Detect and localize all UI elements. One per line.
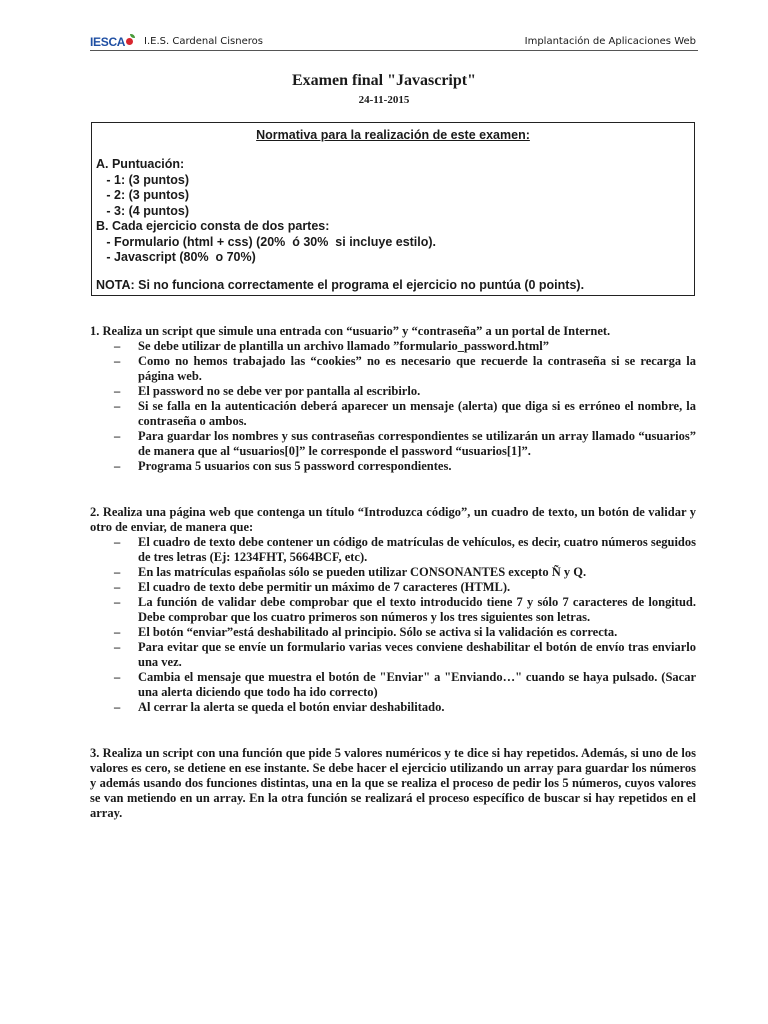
exercise-requirements bbox=[90, 535, 696, 715]
dash-bullet-icon: – bbox=[114, 384, 121, 398]
requirement-text: Se debe utilizar de plantilla un archivo llamado ”formulario_password.html” bbox=[138, 339, 550, 353]
requirement-item bbox=[90, 459, 696, 474]
exercise-statement: 3. Realiza un script con una función que pide 5 valores numéricos y te dice si hay repetidos. Además, si uno de los valores es cero, se detiene en ese instante. Se debe hacer el ejercicio utilizando un array para guardar los números y además usando dos funciones distintas, una en la que se realiza el proceso de pedir los 5 números, cuyos valores se van metiendo en un array. En la otra función se realizará el proceso específico de buscar si hay repetidos en el array. bbox=[90, 746, 696, 820]
rules-line: - 1: (3 puntos) bbox=[96, 172, 190, 187]
logo-text: IESCA bbox=[90, 35, 126, 49]
requirement-item bbox=[90, 700, 696, 715]
requirement-text: Para evitar que se envíe un formulario varias veces conviene deshabilitar el botón de envío tras enviarlo una vez. bbox=[138, 640, 696, 669]
logo-apple-icon bbox=[126, 38, 133, 45]
requirement-text: Para guardar los nombres y sus contraseñas correspondientes se utilizarán un array llamado “usuarios” de manera que al “usuarios[0]” le corresponde el password “usuarios[1]”. bbox=[138, 429, 696, 458]
exam-date: 24-11-2015 bbox=[358, 94, 410, 106]
requirement-text: Como no hemos trabajado las “cookies” no es necesario que recuerde la contraseña si se recarga la página web. bbox=[138, 354, 696, 383]
rules-line: B. Cada ejercicio consta de dos partes: bbox=[96, 219, 330, 233]
dash-bullet-icon: – bbox=[114, 354, 121, 368]
exercise-1 bbox=[90, 324, 696, 474]
requirement-item bbox=[90, 595, 696, 625]
requirement-text: Cambia el mensaje que muestra el botón de "Enviar" a "Enviando…" cuando se haya pulsado. (Sacar una alerta diciendo que todo ha ido correcto) bbox=[138, 670, 696, 699]
requirement-item bbox=[90, 384, 696, 399]
page-header bbox=[90, 35, 698, 49]
dash-bullet-icon: – bbox=[114, 670, 121, 684]
exercise-statement: 2. Realiza una página web que contenga un título “Introduzca código”, un cuadro de texto, un botón de validar y otro de enviar, de manera que: bbox=[90, 505, 696, 534]
exam-title: Examen final "Javascript" bbox=[292, 72, 476, 89]
rules-line: - 3: (4 puntos) bbox=[96, 203, 190, 218]
exercise-3 bbox=[90, 746, 696, 821]
dash-bullet-icon: – bbox=[114, 429, 121, 443]
dash-bullet-icon: – bbox=[114, 595, 121, 609]
requirement-item bbox=[90, 580, 696, 595]
dash-bullet-icon: – bbox=[114, 399, 121, 413]
exercise-requirements bbox=[90, 339, 696, 474]
dash-bullet-icon: – bbox=[114, 565, 121, 579]
exercise-list bbox=[90, 324, 696, 852]
requirement-item bbox=[90, 429, 696, 459]
dash-bullet-icon: – bbox=[114, 459, 121, 473]
requirement-item bbox=[90, 535, 696, 565]
requirement-text: El botón “enviar”está deshabilitado al principio. Sólo se activa si la validación es correcta. bbox=[138, 625, 618, 639]
requirement-text: Al cerrar la alerta se queda el botón enviar deshabilitado. bbox=[138, 700, 445, 714]
requirement-item bbox=[90, 565, 696, 580]
requirement-item bbox=[90, 625, 696, 640]
rules-list bbox=[96, 157, 436, 266]
exercise-statement: 1. Realiza un script que simule una entrada con “usuario” y “contraseña” a un portal de Internet. bbox=[90, 324, 611, 338]
rules-title: Normativa para la realización de este examen: bbox=[256, 128, 530, 142]
requirement-text: El password no se debe ver por pantalla al escribirlo. bbox=[138, 384, 421, 398]
dash-bullet-icon: – bbox=[114, 339, 121, 353]
rules-note: NOTA: Si no funciona correctamente el programa el ejercicio no puntúa (0 points). bbox=[96, 278, 585, 292]
rules-line: - 2: (3 puntos) bbox=[96, 188, 190, 202]
requirement-item bbox=[90, 670, 696, 700]
dash-bullet-icon: – bbox=[114, 625, 121, 639]
requirement-text: Programa 5 usuarios con sus 5 password correspondientes. bbox=[138, 459, 452, 473]
dash-bullet-icon: – bbox=[114, 700, 121, 714]
requirement-text: La función de validar debe comprobar que el texto introducido tiene 7 y sólo 7 caracteres de longitud. Debe comprobar que los cuatro primeros son números y los tres siguientes son letras. bbox=[138, 595, 696, 624]
dash-bullet-icon: – bbox=[114, 535, 121, 549]
rules-line: A. Puntuación: bbox=[96, 157, 185, 171]
rules-box bbox=[91, 122, 695, 296]
requirement-item bbox=[90, 339, 696, 354]
school-name: I.E.S. Cardenal Cisneros bbox=[144, 36, 263, 47]
module-name: Implantación de Aplicaciones Web bbox=[524, 36, 696, 47]
requirement-item bbox=[90, 399, 696, 429]
rules-line: - Formulario (html + css) (20% ó 30% si incluye estilo). bbox=[96, 234, 437, 249]
requirement-item bbox=[90, 640, 696, 670]
requirement-text: Si se falla en la autenticación deberá aparecer un mensaje (alerta) que diga si es erróneo el nombre, la contraseña o ambos. bbox=[138, 399, 696, 428]
requirement-text: El cuadro de texto debe contener un código de matrículas de vehículos, es decir, cuatro números seguidos de tres letras (Ej: 1234FHT, 5664BCF, etc). bbox=[138, 535, 696, 564]
exercise-2 bbox=[90, 505, 696, 715]
requirement-text: En las matrículas españolas sólo se pueden utilizar CONSONANTES excepto Ñ y Q. bbox=[138, 565, 587, 579]
school-logo bbox=[90, 35, 133, 49]
rules-line: - Javascript (80% o 70%) bbox=[96, 250, 256, 264]
requirement-item bbox=[90, 354, 696, 384]
header-divider bbox=[90, 50, 698, 51]
dash-bullet-icon: – bbox=[114, 640, 121, 654]
dash-bullet-icon: – bbox=[114, 580, 121, 594]
requirement-text: El cuadro de texto debe permitir un máximo de 7 caracteres (HTML). bbox=[138, 580, 511, 594]
